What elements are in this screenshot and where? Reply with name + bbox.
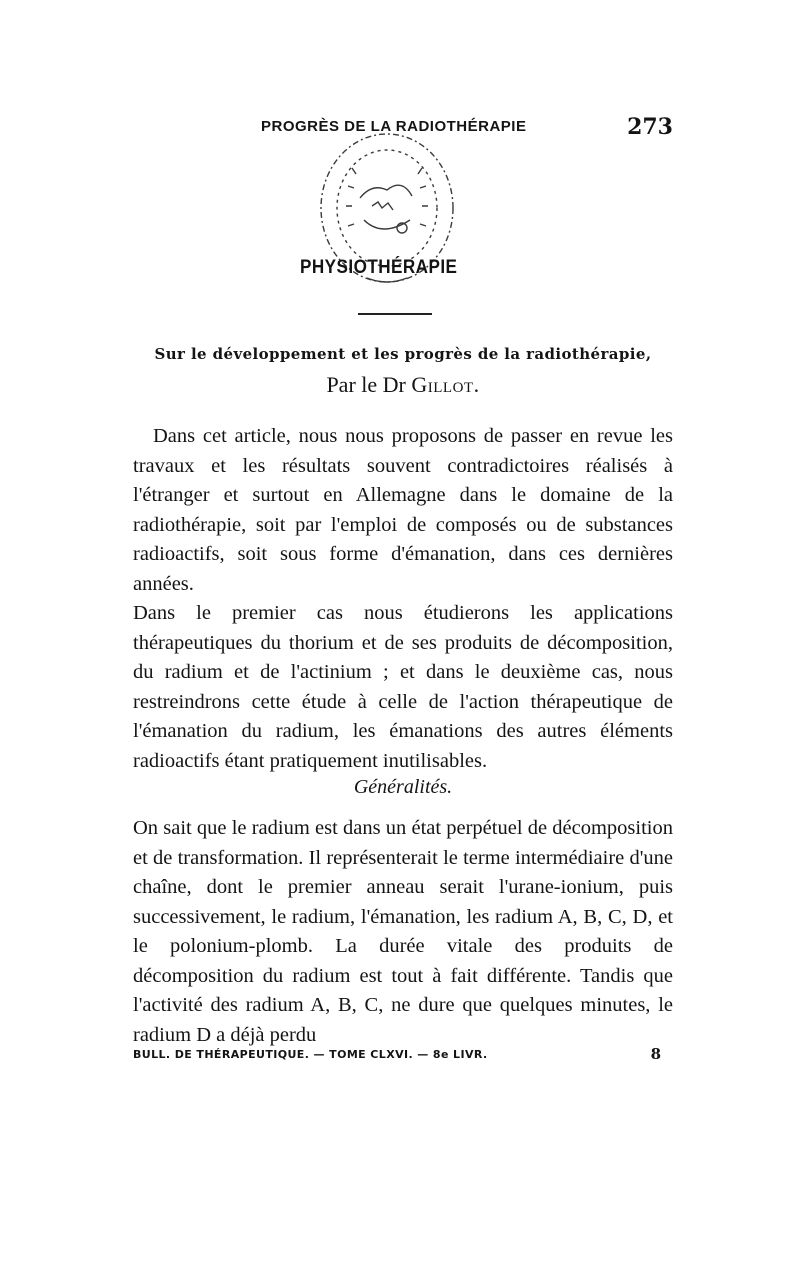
author-name: Gillot. [411, 372, 480, 397]
footer-signature: BULL. DE THÉRAPEUTIQUE. — TOME CLXVI. — 8e LIVR. [133, 1048, 488, 1061]
paragraph: On sait que le radium est dans un état perpétuel de décomposition et de transformation. Il représenterait le terme intermédiaire d'une chaîne, dont le premier anneau serait l'urane-ionium, puis successivement, le radium, l'émanation, les radium A, B, C, D, et le polonium-plomb. La durée vitale des produits de décomposition du radium est tout à fait différente. Tandis que l'activité des radium A, B, C, ne dure que quelques minutes, le radium D a déjà perdu [133, 817, 673, 1046]
page-number: 273 [627, 114, 673, 140]
byline [133, 372, 673, 398]
subsection-title: Généralités. [353, 776, 453, 798]
paragraph: Dans le premier cas nous étudierons les applications thérapeutiques du thorium et de ses produits de décomposition, du radium et de l'actinium ; et dans le deuxième cas, nous restreindrons cette étude à celle de l'action thérapeutique de l'émanation du radium, les émanations des autres éléments radioactifs étant pratiquement inutilisables. [133, 602, 673, 772]
paragraph: Dans cet article, nous nous proposons de passer en revue les travaux et les résultats souvent contradictoires réalisés à l'étranger et surtout en Allemagne dans le domaine de la radiothérapie, soit par l'emploi de composés ou de substances radioactifs, soit sous forme d'émanation, dans ces dernières années. [133, 425, 673, 595]
title-rule [358, 313, 432, 315]
signature-mark: 8 [650, 1045, 661, 1063]
section-title: PHYSIOTHÉRAPIE [300, 257, 458, 278]
byline-prefix: Par le Dr [326, 372, 406, 397]
page-footer [133, 1045, 673, 1067]
article-title: Sur le développement et les progrès de la radiothérapie, [154, 345, 652, 363]
running-title: PROGRÈS DE LA RADIOTHÉRAPIE [261, 118, 527, 135]
